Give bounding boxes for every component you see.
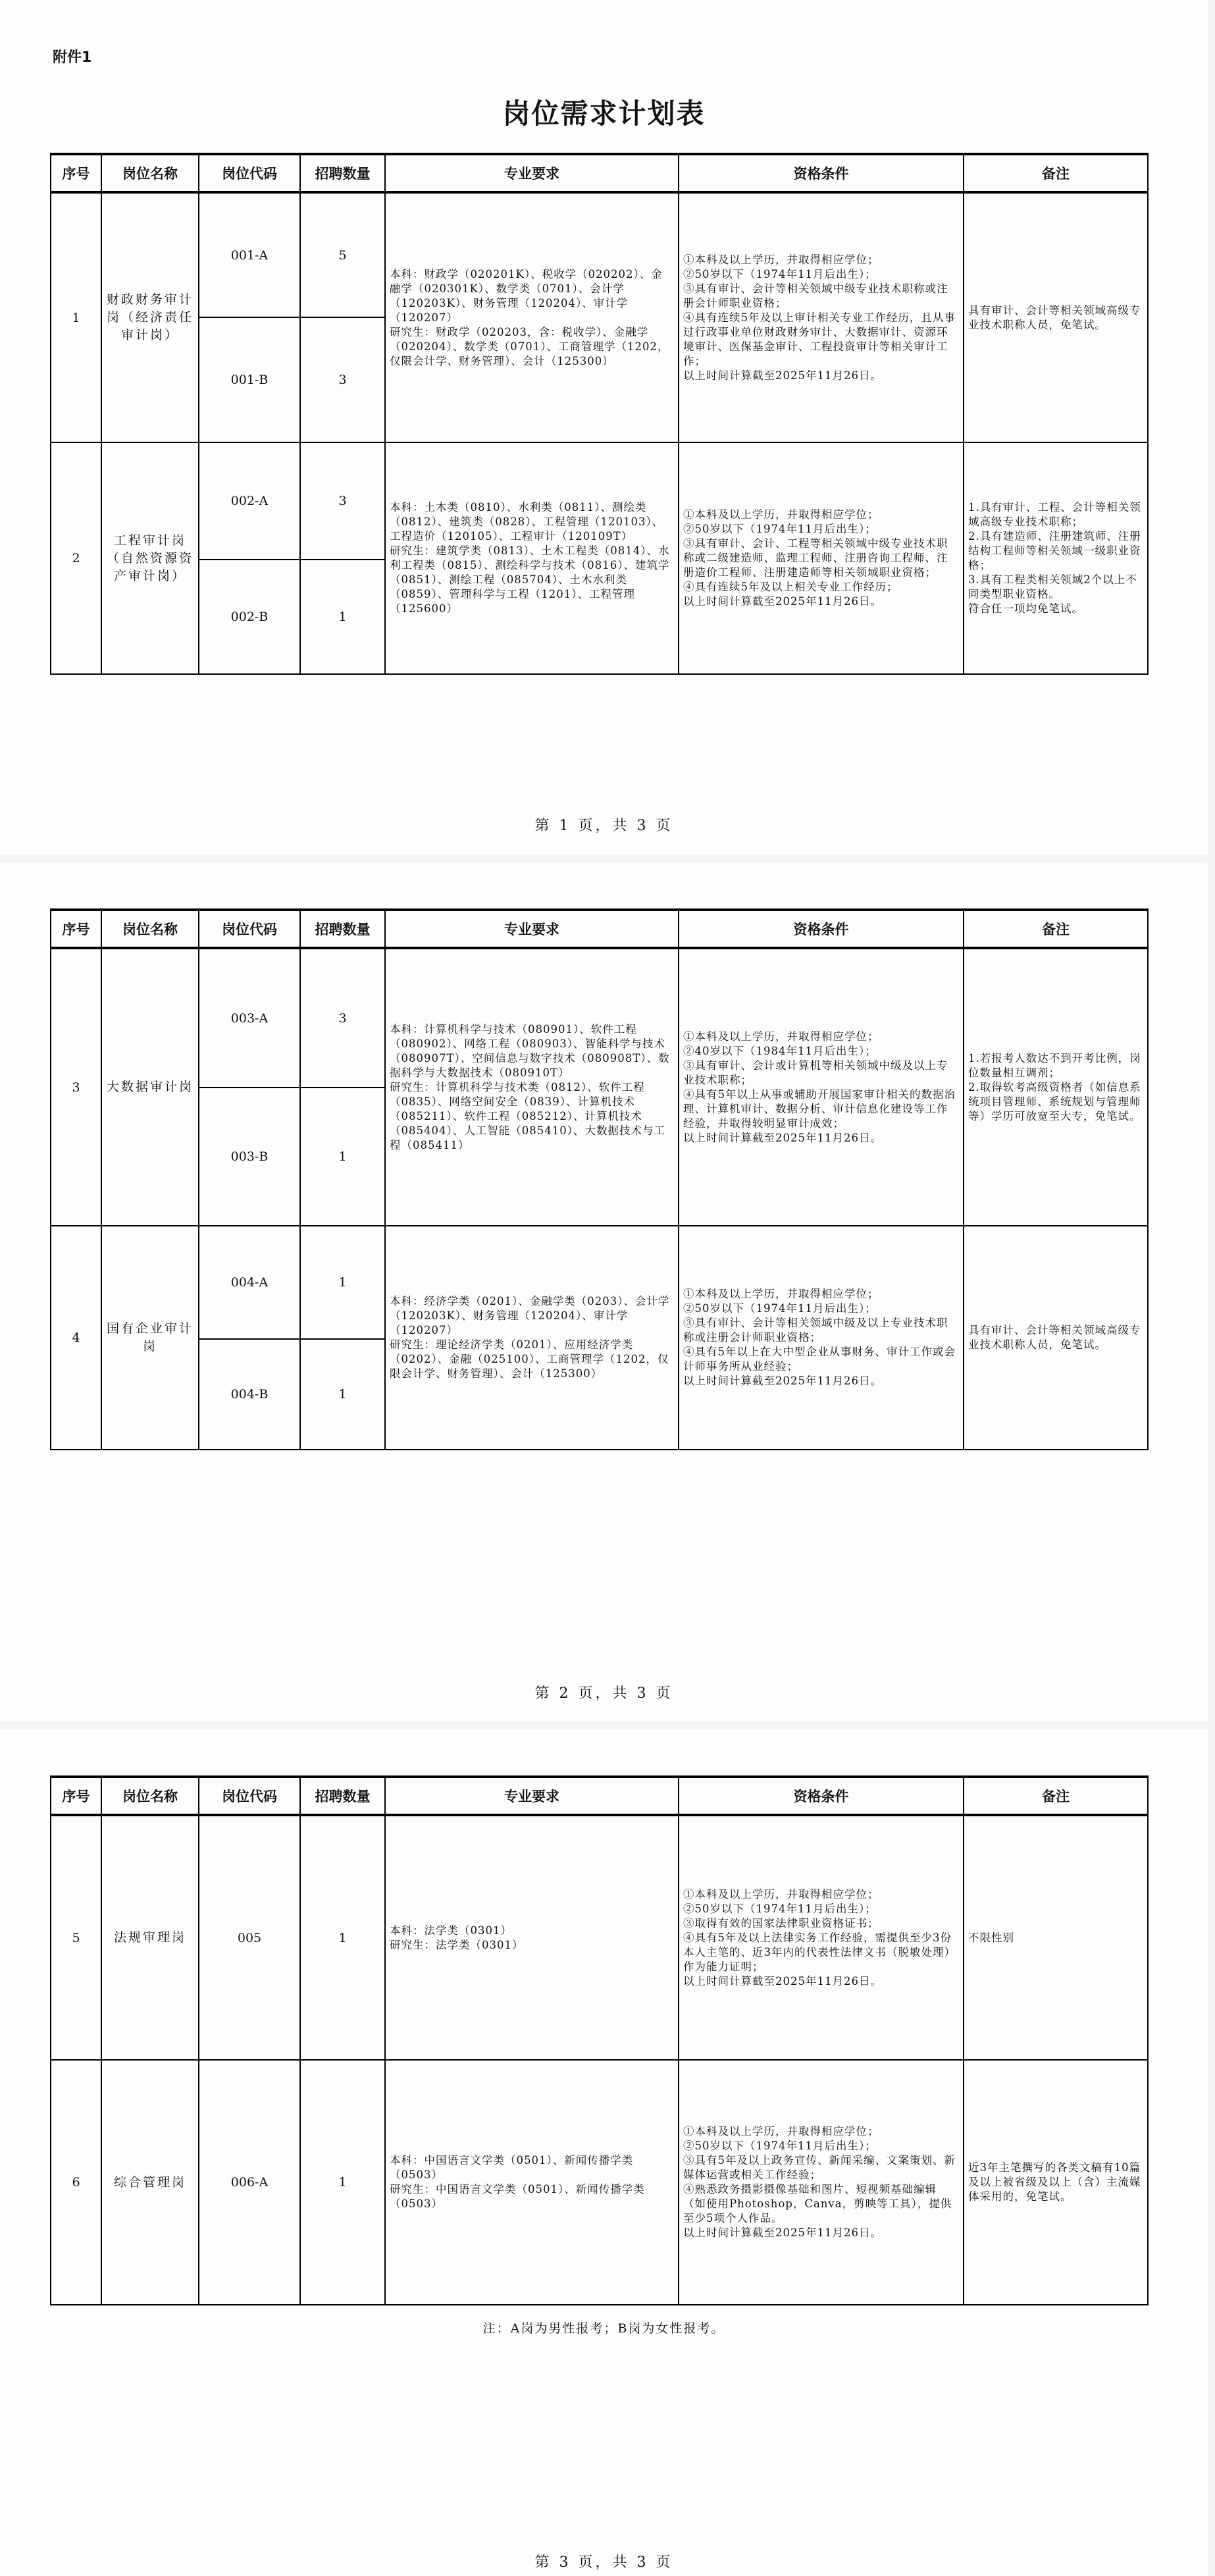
row-hire-count: 5 (300, 192, 385, 317)
row-seq: 3 (51, 948, 101, 1226)
qualification-item: 以上时间计算截至2025年11月26日。 (683, 1131, 882, 1144)
table-row (51, 1226, 1148, 1339)
major-undergrad: 本科：经济学类（0201）、金融学类（0203）、会计学（120203K）、财务管理（120204）、审计学（120207） (390, 1295, 670, 1336)
header-remarks: 备注 (964, 154, 1148, 192)
row-job-code: 001-A (199, 192, 300, 317)
remark-item: 3.具有工程类相关领域2个以上不同类型职业资格。 (968, 573, 1137, 600)
row-seq: 2 (51, 442, 101, 674)
row-remarks (964, 1226, 1148, 1450)
header-seq: 序号 (51, 1777, 101, 1815)
major-undergrad: 本科：中国语言文学类（0501）、新闻传播学类（0503） (390, 2154, 634, 2181)
qualification-item: ④具有5年以上从事或辅助开展国家审计相关的数据治理、计算机审计、数据分析、审计信息化建设等工作经验，并取得较明显审计成效； (683, 1088, 956, 1130)
header-major: 专业要求 (385, 154, 679, 192)
qualification-item: 以上时间计算截至2025年11月26日。 (683, 1375, 882, 1387)
job-table-page-2 (50, 908, 1149, 1450)
row-job-name: 综合管理岗 (101, 2060, 199, 2305)
table-row (51, 948, 1148, 1088)
qualification-item: ②50岁以下（1974年11月后出生）； (683, 267, 877, 280)
attachment-label: 附件1 (53, 49, 92, 66)
row-job-code: 003-B (199, 1088, 300, 1226)
gender-note: 注：A岗为男性报考；B岗为女性报考。 (482, 2321, 725, 2336)
qualification-item: ①本科及以上学历，并取得相应学位； (683, 1887, 879, 1901)
header-count: 招聘数量 (300, 154, 385, 192)
row-job-code: 005 (199, 1815, 300, 2060)
header-code: 岗位代码 (199, 1777, 300, 1815)
major-undergrad: 本科：计算机科学与技术（080901）、软件工程（080902）、网络工程（080903）、智能科学与技术（080907T）、空间信息与数字技术（080908T）、数据科学与大数据技术（080910T） (390, 1022, 670, 1079)
qualification-item: ③具有审计、会计等相关领域中级及以上专业技术职称或注册会计师职业资格； (683, 1317, 948, 1344)
qualification-item: ②50岁以下（1974年11月后出生）； (683, 2140, 877, 2152)
row-remarks (964, 192, 1148, 442)
row-hire-count: 3 (300, 442, 385, 560)
qualification-item: ①本科及以上学历，并取得相应学位； (683, 508, 879, 521)
major-graduate: 研究生：中国语言文学类（0501）、新闻传播学类（0503） (390, 2183, 645, 2210)
header-qualification: 资格条件 (679, 154, 964, 192)
row-job-name: 工程审计岗（自然资源资产审计岗） (101, 442, 199, 674)
table-header-row (51, 154, 1148, 192)
table-row (51, 2060, 1148, 2305)
row-major-requirement (385, 192, 679, 442)
major-graduate: 研究生：建筑学类（0813）、土木工程类（0814）、水利工程类（0815）、测绘科学与技术（0816）、建筑学（0851）、测绘工程（085704）、土木水利类（0859）、管理科学与工程（1201）、工程管理（125600） (390, 544, 670, 615)
qualification-item: ①本科及以上学历，并取得相应学位； (683, 1030, 879, 1043)
remark-item: 不限性别 (968, 1931, 1014, 1944)
remark-item: 具有审计、会计等相关领域高级专业技术职称人员，免笔试。 (968, 1324, 1141, 1351)
row-hire-count: 1 (300, 1815, 385, 2060)
qualification-item: ④具有5年以上在大中型企业从事财务、审计工作或会计师事务所从业经验； (683, 1346, 956, 1373)
qualification-item: ③具有审计、会计、工程等相关领域中级专业技术职称或二级建造师、监理工程师、注册咨询工程师、注册造价工程师、注册建造师等相关领域职业资格； (683, 537, 948, 579)
header-seq: 序号 (51, 154, 101, 192)
table-row (51, 442, 1148, 560)
page-footer: 第 1 页，共 3 页 (534, 818, 673, 834)
qualification-item: ③取得有效的国家法律职业资格证书； (683, 1916, 879, 1930)
major-undergrad: 本科：财政学（020201K）、税收学（020202）、金融学（020301K）、数学类（0701）、会计学（120203K）、财务管理（120204）、审计学（120207） (390, 267, 663, 324)
row-remarks (964, 1815, 1148, 2060)
remark-item: 近3年主笔撰写的各类文稿有10篇及以上被省级及以上（含）主流媒体采用的，免笔试。 (968, 2161, 1141, 2203)
header-count: 招聘数量 (300, 1777, 385, 1815)
qualification-item: ②50岁以下（1974年11月后出生）； (683, 1902, 877, 1915)
row-hire-count: 1 (300, 1088, 385, 1226)
table-header-row (51, 1777, 1148, 1815)
table-row (51, 1815, 1148, 2060)
qualification-item: 以上时间计算截至2025年11月26日。 (683, 1974, 882, 1987)
row-job-code: 004-A (199, 1226, 300, 1339)
header-major: 专业要求 (385, 1777, 679, 1815)
page-title: 岗位需求计划表 (502, 97, 706, 130)
qualification-item: ②50岁以下（1974年11月后出生）； (683, 523, 877, 535)
remark-item: 2.具有建造师、注册建筑师、注册结构工程师等相关领域一级职业资格； (968, 530, 1141, 571)
qualification-item: ③具有审计、会计等相关领域中级专业技术职称或注册会计师职业资格； (683, 282, 948, 309)
row-qualifications (679, 442, 964, 674)
qualification-item: ③具有5年及以上政务宣传、新闻采编、文案策划、新媒体运营或相关工作经验； (683, 2154, 956, 2181)
qualification-item: 以上时间计算截至2025年11月26日。 (683, 369, 882, 382)
header-count: 招聘数量 (300, 910, 385, 948)
row-qualifications (679, 2060, 964, 2305)
row-job-name: 法规审理岗 (101, 1815, 199, 2060)
page-1 (0, 0, 1208, 854)
remark-item: 符合任一项均免笔试。 (968, 602, 1083, 615)
row-qualifications (679, 948, 964, 1226)
row-job-name: 大数据审计岗 (101, 948, 199, 1226)
header-qualification: 资格条件 (679, 1777, 964, 1815)
row-remarks (964, 2060, 1148, 2305)
remark-item: 具有审计、会计等相关领域高级专业技术职称人员，免笔试。 (968, 303, 1141, 331)
table-row (51, 192, 1148, 317)
row-job-code: 003-A (199, 948, 300, 1088)
header-name: 岗位名称 (101, 910, 199, 948)
header-code: 岗位代码 (199, 910, 300, 948)
row-qualifications (679, 1226, 964, 1450)
remark-item: 2.取得软考高级资格者（如信息系统项目管理师、系统规划与管理师等）学历可放宽至大专，免笔试。 (968, 1080, 1141, 1122)
remark-item: 1.具有审计、工程、会计等相关领域高级专业技术职称； (968, 501, 1141, 528)
row-job-code: 006-A (199, 2060, 300, 2305)
row-hire-count: 3 (300, 317, 385, 442)
qualification-item: ①本科及以上学历，并取得相应学位； (683, 253, 879, 266)
row-job-code: 001-B (199, 317, 300, 442)
qualification-item: ②40岁以下（1984年11月后出生）； (683, 1044, 877, 1057)
qualification-item: ③具有审计、会计或计算机等相关领域中级及以上专业技术职称； (683, 1059, 948, 1086)
row-remarks (964, 948, 1148, 1226)
major-graduate: 研究生：财政学（020203，含：税收学）、金融学（020204）、数学类（0701）、工商管理学（1202，仅限会计学、财务管理）、会计（125300） (390, 325, 669, 367)
qualification-item: ④具有连续5年及以上审计相关专业工作经历，且从事过行政事业单位财政财务审计、大数据审计、资源环境审计、医保基金审计、工程投资审计等相关审计工作； (683, 311, 956, 367)
row-hire-count: 1 (300, 1226, 385, 1339)
qualification-item: ①本科及以上学历，并取得相应学位； (683, 1288, 879, 1300)
header-seq: 序号 (51, 910, 101, 948)
row-seq: 6 (51, 2060, 101, 2305)
major-undergrad: 本科：土木类（0810）、水利类（0811）、测绘类（0812）、建筑类（0828）、工程管理（120103）、工程造价（120105）、工程审计（120109T） (390, 501, 664, 542)
row-seq: 1 (51, 192, 101, 442)
row-major-requirement (385, 2060, 679, 2305)
row-major-requirement (385, 948, 679, 1226)
row-job-name: 财政财务审计岗（经济责任审计岗） (101, 192, 199, 442)
header-remarks: 备注 (964, 1777, 1148, 1815)
row-seq: 4 (51, 1226, 101, 1450)
row-remarks (964, 442, 1148, 674)
row-job-code: 002-A (199, 442, 300, 560)
header-qualification: 资格条件 (679, 910, 964, 948)
job-table-page-1 (50, 153, 1149, 675)
page-footer: 第 2 页，共 3 页 (534, 1685, 673, 1702)
page-2 (0, 862, 1208, 1722)
header-remarks: 备注 (964, 910, 1148, 948)
page-footer: 第 3 页，共 3 页 (534, 2554, 673, 2571)
major-graduate: 研究生：法学类（0301） (390, 1938, 524, 1951)
header-major: 专业要求 (385, 910, 679, 948)
major-graduate: 研究生：理论经济学类（0201）、应用经济学类（0202）、金融（025100）、工商管理学（1202，仅限会计学、财务管理）、会计（125300） (390, 1338, 669, 1380)
remark-item: 1.若报考人数达不到开考比例，岗位数量相互调剂； (968, 1051, 1141, 1079)
row-hire-count: 3 (300, 948, 385, 1088)
row-major-requirement (385, 1815, 679, 2060)
row-hire-count: 1 (300, 2060, 385, 2305)
page-3 (0, 1729, 1208, 2576)
row-seq: 5 (51, 1815, 101, 2060)
qualification-item: ①本科及以上学历，并取得相应学位； (683, 2125, 879, 2138)
major-undergrad: 本科：法学类（0301） (390, 1924, 512, 1937)
qualification-item: 以上时间计算截至2025年11月26日。 (683, 595, 882, 608)
row-job-code: 002-B (199, 560, 300, 674)
row-major-requirement (385, 442, 679, 674)
row-job-name: 国有企业审计岗 (101, 1226, 199, 1450)
qualification-item: 以上时间计算截至2025年11月26日。 (683, 2226, 882, 2239)
row-hire-count: 1 (300, 560, 385, 674)
row-hire-count: 1 (300, 1339, 385, 1450)
header-code: 岗位代码 (199, 154, 300, 192)
row-major-requirement (385, 1226, 679, 1450)
major-graduate: 研究生：计算机科学与技术类（0812）、软件工程（0835）、网络空间安全（0839）、计算机技术（085211）、软件工程（085212）、计算机技术（085404）、人工智能（085410）、大数据技术与工程（085411） (390, 1080, 665, 1151)
job-table-page-3 (50, 1775, 1149, 2305)
row-qualifications (679, 1815, 964, 2060)
qualification-item: ④具有5年及以上法律实务工作经验，需提供至少3份本人主笔的、近3年内的代表性法律文书（脱敏处理）作为能力证明； (683, 1931, 956, 1973)
header-name: 岗位名称 (101, 154, 199, 192)
qualification-item: ④具有连续5年及以上相关专业工作经历； (683, 581, 898, 593)
qualification-item: ②50岁以下（1974年11月后出生）； (683, 1302, 877, 1315)
qualification-item: ④熟悉政务摄影摄像基础和图片、短视频基础编辑（如使用Photoshop，Canva，剪映等工具），提供至少5项个人作品。 (683, 2183, 952, 2224)
row-qualifications (679, 192, 964, 442)
table-header-row (51, 910, 1148, 948)
header-name: 岗位名称 (101, 1777, 199, 1815)
row-job-code: 004-B (199, 1339, 300, 1450)
